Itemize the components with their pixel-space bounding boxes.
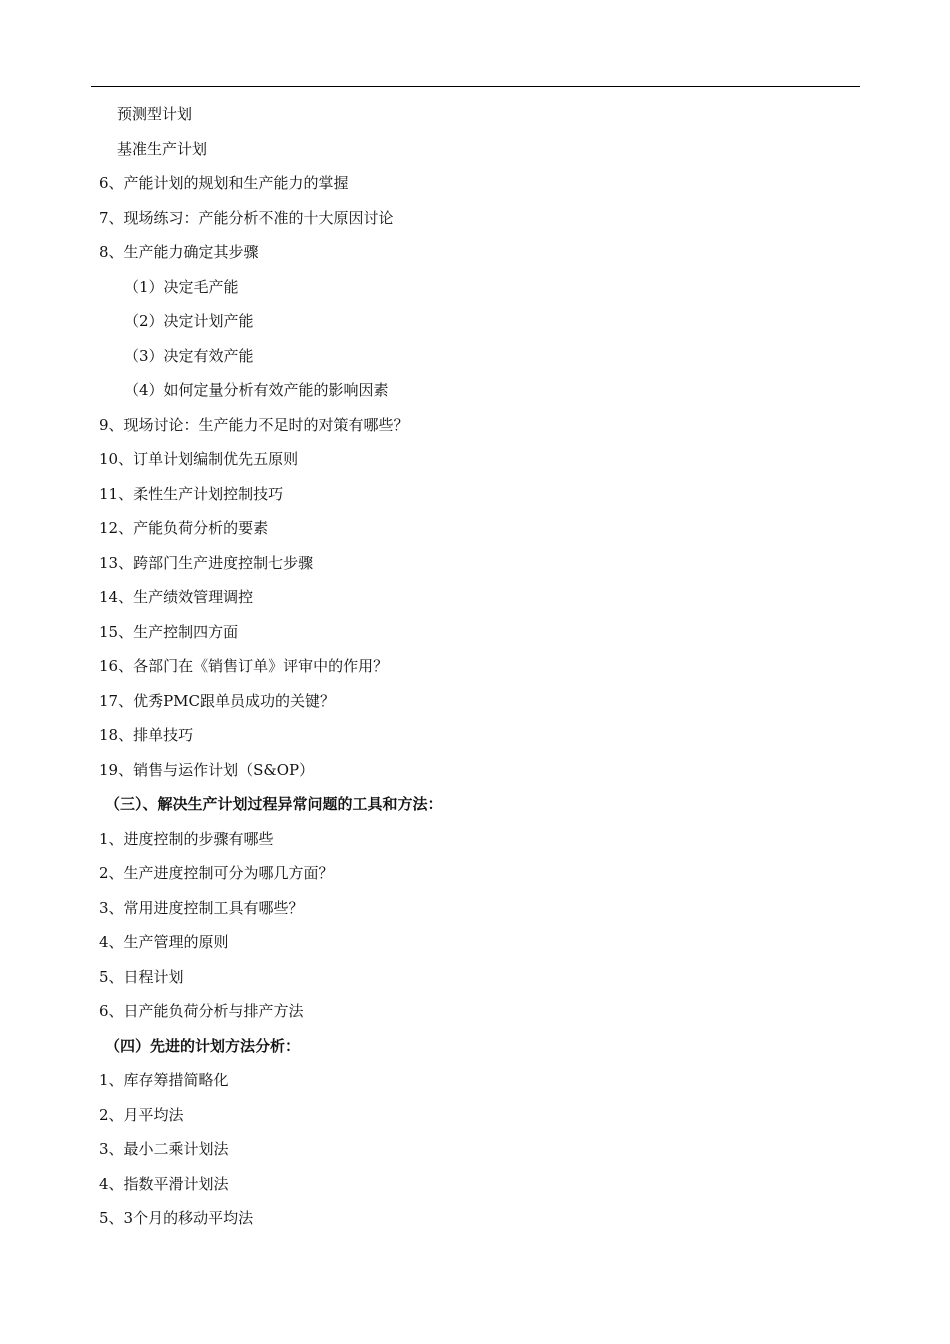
list-item: 7、现场练习：产能分析不准的十大原因讨论 (99, 208, 394, 227)
header-rule (91, 86, 860, 87)
list-item: 2、月平均法 (99, 1105, 184, 1124)
list-item: 12、产能负荷分析的要素 (99, 519, 269, 537)
list-item: 3、常用进度控制工具有哪些？ (99, 898, 304, 917)
subitem-baseline-production-plan: 基准生产计划 (117, 139, 208, 158)
list-item: 14、生产绩效管理调控 (99, 588, 254, 606)
list-item: 5、日程计划 (99, 967, 184, 986)
sub-list-item: （4）如何定量分析有效产能的影响因素 (124, 381, 389, 399)
list-item: 2、生产进度控制可分为哪几方面？ (99, 864, 334, 882)
list-item: 15、生产控制四方面 (99, 622, 239, 641)
list-item: 16、各部门在《销售订单》评审中的作用？ (99, 657, 389, 675)
document-body (99, 97, 859, 1236)
list-item: 17、优秀PMC跟单员成功的关键？ (99, 691, 336, 710)
section-heading-4: （四）先进的计划方法分析： (105, 1036, 301, 1055)
sub-list-item: （3）决定有效产能 (124, 346, 254, 365)
list-item: 3、最小二乘计划法 (99, 1140, 229, 1158)
list-item: 4、指数平滑计划法 (99, 1174, 229, 1193)
list-item: 18、排单技巧 (99, 726, 194, 744)
list-item: 8、生产能力确定其步骤 (99, 243, 259, 261)
list-item: 9、现场讨论：生产能力不足时的对策有哪些？ (99, 415, 409, 434)
sub-list-item: （1）决定毛产能 (124, 277, 239, 296)
list-item: 13、跨部门生产进度控制七步骤 (99, 553, 314, 572)
list-item: 11、柔性生产计划控制技巧 (99, 484, 284, 503)
list-item: 10、订单计划编制优先五原则 (99, 450, 299, 468)
list-item: 6、产能计划的规划和生产能力的掌握 (99, 174, 349, 192)
list-item: 5、3个月的移动平均法 (99, 1209, 254, 1227)
list-item: 1、进度控制的步骤有哪些 (99, 829, 274, 848)
section-heading-3: （三）、解决生产计划过程异常问题的工具和方法： (105, 795, 443, 813)
list-item: 19、销售与运作计划（S&OP） (99, 760, 315, 779)
list-item: 6、日产能负荷分析与排产方法 (99, 1002, 304, 1020)
list-item: 4、生产管理的原则 (99, 933, 229, 951)
subitem-forecast-plan: 预测型计划 (117, 105, 193, 123)
sub-list-item: （2）决定计划产能 (124, 312, 254, 330)
list-item: 1、库存筹措简略化 (99, 1071, 229, 1089)
